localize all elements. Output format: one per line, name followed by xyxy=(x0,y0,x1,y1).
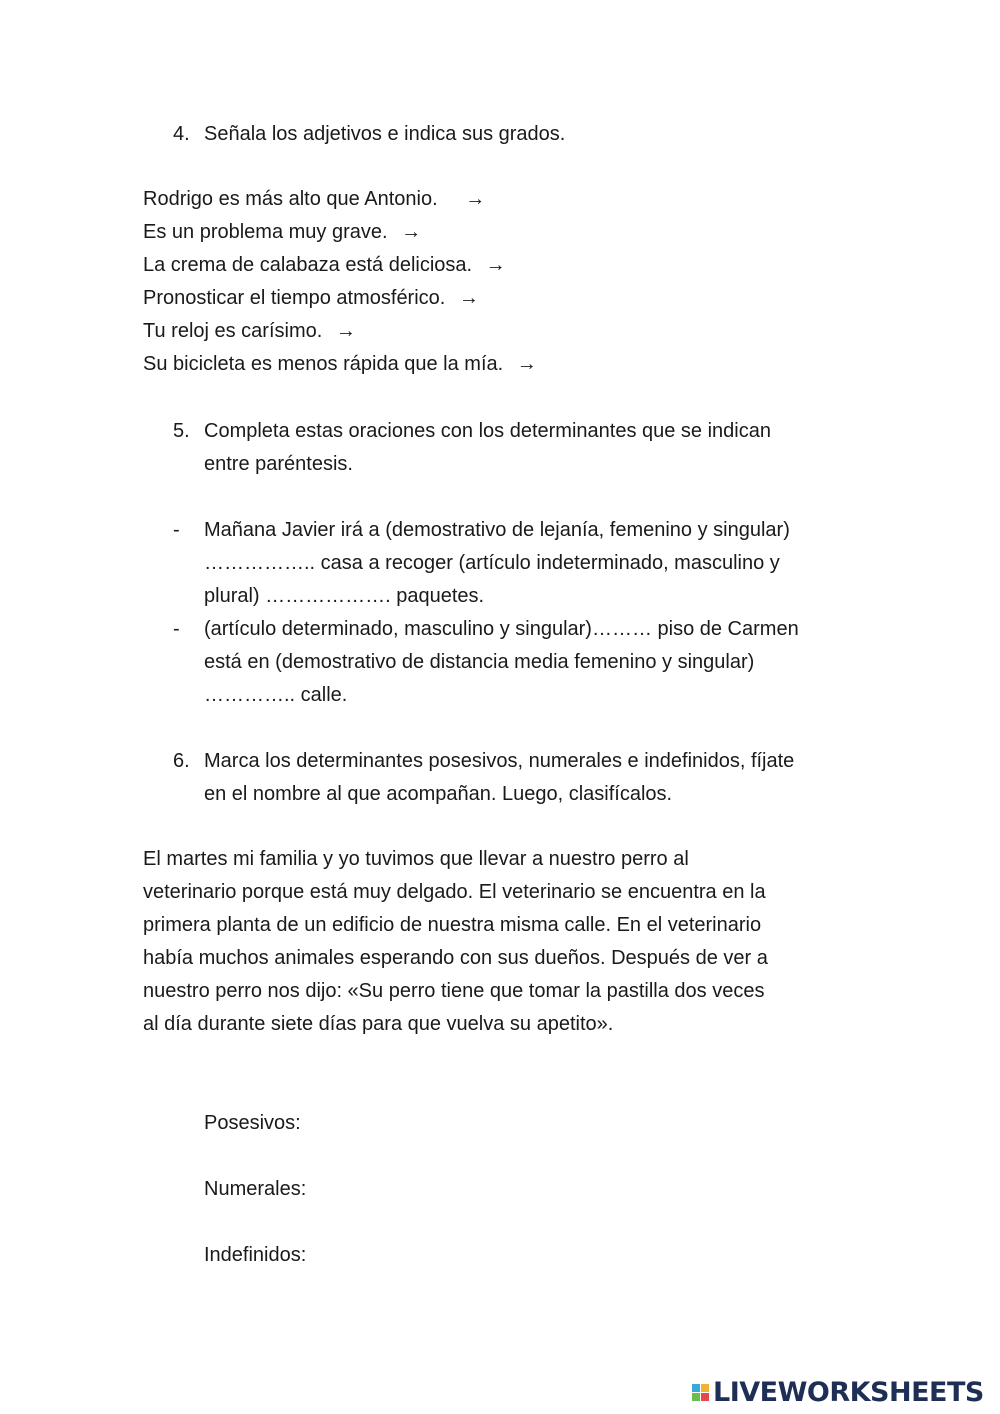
sentence-line xyxy=(143,315,356,348)
fill-in-line: plural) ………………. paquetes. xyxy=(204,585,485,607)
sentence-text: La crema de calabaza está deliciosa. xyxy=(143,254,473,276)
paragraph-line: había muchos animales esperando con sus dueños. Después de ver a xyxy=(143,947,768,969)
arrow-right-icon: → xyxy=(465,188,486,210)
fill-in-line: (artículo determinado, masculino y singular)……… piso de Carmen xyxy=(204,618,799,640)
liveworksheets-logo[interactable] xyxy=(692,1374,984,1410)
paragraph-line: nuestro perro nos dijo: «Su perro tiene que tomar la pastilla dos veces xyxy=(143,980,765,1002)
logo-square xyxy=(692,1384,700,1392)
question-5-title-line: Completa estas oraciones con los determinantes que se indican xyxy=(204,420,771,442)
arrow-right-icon: → xyxy=(516,353,537,375)
logo-text: LIVEWORKSHEETS xyxy=(713,1376,984,1408)
sentence-text: Pronosticar el tiempo atmosférico. xyxy=(143,287,446,309)
sentence-line xyxy=(143,183,485,216)
fill-in-line: Mañana Javier irá a (demostrativo de lejanía, femenino y singular) xyxy=(204,519,790,541)
fill-in-line: …………….. casa a recoger (artículo indeterminado, masculino y xyxy=(204,552,780,574)
question-4-number: 4. xyxy=(173,123,190,145)
fill-in-line: está en (demostrativo de distancia media femenino y singular) xyxy=(204,651,755,673)
logo-square xyxy=(692,1393,700,1401)
sentence-line xyxy=(143,348,537,381)
question-5-number: 5. xyxy=(173,420,190,442)
list-dash: - xyxy=(173,618,180,640)
logo-square xyxy=(701,1384,709,1392)
sentence-text: Su bicicleta es menos rápida que la mía. xyxy=(143,353,504,375)
question-4-title: Señala los adjetivos e indica sus grados. xyxy=(204,123,566,145)
paragraph-line: al día durante siete días para que vuelva su apetito». xyxy=(143,1013,614,1035)
indefinidos-label: Indefinidos: xyxy=(204,1244,307,1266)
paragraph-line: El martes mi familia y yo tuvimos que llevar a nuestro perro al xyxy=(143,848,689,870)
question-6-title-line: en el nombre al que acompañan. Luego, clasifícalos. xyxy=(204,783,673,805)
paragraph-line: primera planta de un edificio de nuestra misma calle. En el veterinario xyxy=(143,914,762,936)
sentence-line xyxy=(143,216,421,249)
paragraph-line: veterinario porque está muy delgado. El veterinario se encuentra en la xyxy=(143,881,766,903)
arrow-right-icon: → xyxy=(485,254,506,276)
arrow-right-icon: → xyxy=(401,221,422,243)
fill-in-line: ………….. calle. xyxy=(204,684,348,706)
posesivos-label: Posesivos: xyxy=(204,1112,301,1134)
logo-mark-icon xyxy=(692,1384,709,1401)
logo-square xyxy=(701,1393,709,1401)
sentence-text: Tu reloj es carísimo. xyxy=(143,320,323,342)
question-6-title-line: Marca los determinantes posesivos, numerales e indefinidos, fíjate xyxy=(204,750,795,772)
sentence-text: Rodrigo es más alto que Antonio. xyxy=(143,188,438,210)
arrow-right-icon: → xyxy=(335,320,356,342)
question-5-title-line: entre paréntesis. xyxy=(204,453,353,475)
list-dash: - xyxy=(173,519,180,541)
sentence-line xyxy=(143,282,479,315)
sentence-text: Es un problema muy grave. xyxy=(143,221,388,243)
numerales-label: Numerales: xyxy=(204,1178,307,1200)
arrow-right-icon: → xyxy=(458,287,479,309)
question-6-number: 6. xyxy=(173,750,190,772)
sentence-line xyxy=(143,249,506,282)
